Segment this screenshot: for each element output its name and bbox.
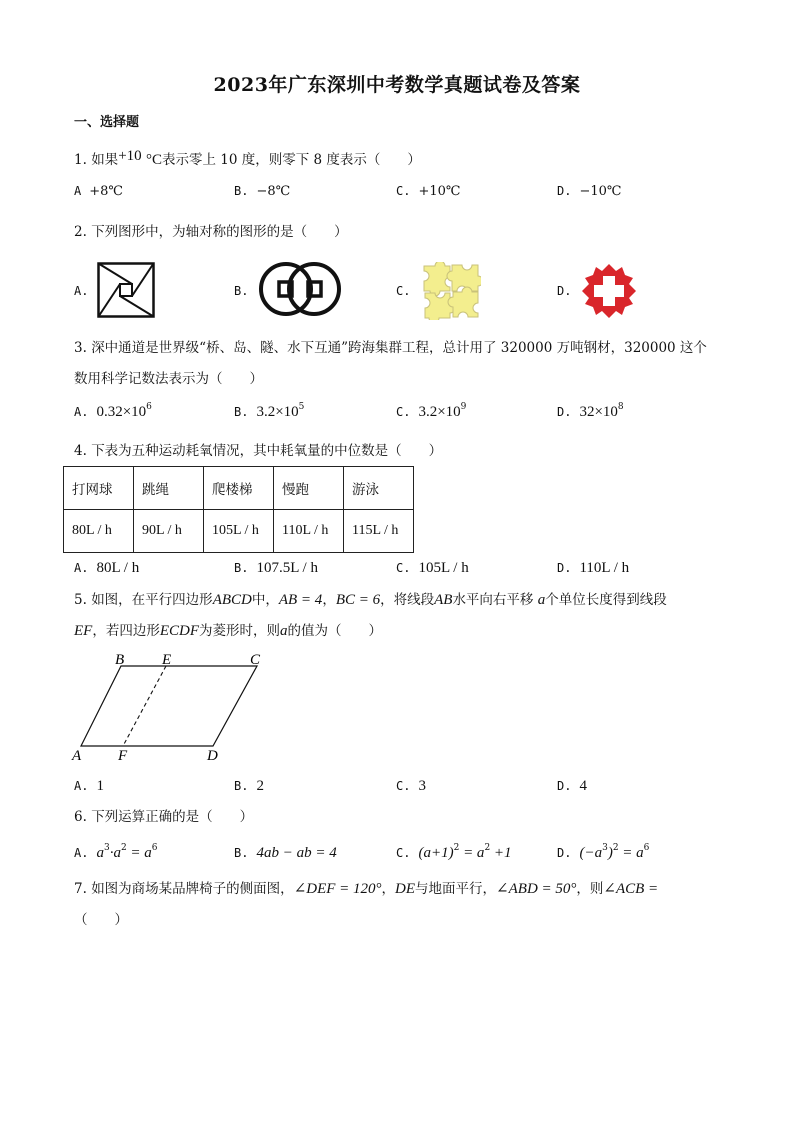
oxygen-table xyxy=(63,466,414,553)
option-a[interactable]: A. $a^3\cdot a^2 = a^6$ xyxy=(74,843,158,861)
question-number: 1. xyxy=(74,152,87,168)
option-a[interactable]: A +8℃ xyxy=(74,184,123,199)
option-a[interactable]: A. 1 xyxy=(74,778,104,794)
label-c: C xyxy=(250,652,261,668)
question-number: 3. xyxy=(74,340,87,356)
option-b[interactable]: B. $3.2\times 10^5$ xyxy=(234,402,305,420)
question-5: 5. 如图，在平行四边形ABCD中，AB = 4，BC = 6，将线段AB水平向右平移 a个单位长度得到线段 EF，若四边形ECDF为菱形时，则a的值为（ ） xyxy=(74,592,667,639)
question-text: 下列图形中，为轴对称的图形的是（ ） xyxy=(91,224,348,240)
option-d[interactable]: D. xyxy=(557,284,572,298)
question-6 xyxy=(74,807,253,827)
option-a[interactable]: A. xyxy=(74,284,89,298)
option-d[interactable]: D. $32\times 10^8$ xyxy=(557,402,624,420)
question-7: 7. 如图为商场某品牌椅子的侧面图，∠DEF = 120°，DE与地面平行，∠ABD = 50°，则∠ACB = （ ） xyxy=(74,881,659,928)
question-3-line-2: 数用科学记数法表示为（ ） xyxy=(74,371,263,387)
table-header: 跳绳 xyxy=(134,467,204,510)
table-cell: 105L / h xyxy=(204,510,274,553)
option-c[interactable]: C. $(a+1)^2 = a^2 +1$ xyxy=(396,843,512,861)
parallelogram-abcd xyxy=(81,666,257,746)
label-d: D xyxy=(207,748,218,764)
option-c[interactable]: C. 105L / h xyxy=(396,560,469,576)
option-c[interactable]: C. $3.2\times 10^9$ xyxy=(396,402,467,420)
option-b[interactable]: B. −8℃ xyxy=(234,184,291,199)
table-cell: 115L / h xyxy=(344,510,414,553)
option-b[interactable]: B. 4ab − ab = 4 xyxy=(234,845,337,861)
math-value: +10 xyxy=(118,148,142,164)
question-text: 深中通道是世界级“桥、岛、隧、水下互通”跨海集群工程，总计用了 320000 万吨钢材，320000 这个 xyxy=(91,340,707,356)
option-c[interactable]: C. 3 xyxy=(396,778,426,794)
math-unit: °C xyxy=(145,152,162,168)
question-text: 如果 xyxy=(91,152,119,168)
option-b[interactable]: B. xyxy=(234,284,249,298)
option-d[interactable]: D. 4 xyxy=(557,778,587,794)
question-2 xyxy=(74,222,348,242)
red-cross-emblem-icon xyxy=(580,262,638,320)
question-4 xyxy=(74,441,442,461)
table-row xyxy=(64,510,414,553)
question-number: 7. xyxy=(74,881,87,897)
option-b[interactable]: B. 2 xyxy=(234,778,264,794)
option-a[interactable]: A. 80L / h xyxy=(74,560,140,576)
label-f: F xyxy=(118,748,128,764)
double-coin-icon xyxy=(258,261,342,317)
table-header: 打网球 xyxy=(64,467,134,510)
table-cell: 90L / h xyxy=(134,510,204,553)
option-a[interactable]: A. $0.32\times 10^6$ xyxy=(74,402,152,420)
question-text: 表示零上 10 度，则零下 8 度表示（ ） xyxy=(161,152,421,168)
option-c[interactable]: C. xyxy=(396,284,411,298)
question-3-line-1 xyxy=(74,338,707,358)
option-d[interactable]: D. 110L / h xyxy=(557,560,630,576)
option-d[interactable]: D. −10℃ xyxy=(557,184,622,199)
page-title: 2023年广东深圳中考数学真题试卷及答案 xyxy=(213,74,581,96)
question-number: 5. xyxy=(74,592,87,608)
segment-ef xyxy=(123,666,166,746)
label-e: E xyxy=(162,652,172,668)
table-cell: 110L / h xyxy=(274,510,344,553)
puzzle-pieces-icon xyxy=(421,262,481,320)
section-heading: 一、选择题 xyxy=(74,115,140,130)
question-number: 6. xyxy=(74,809,87,825)
question-1 xyxy=(74,146,421,170)
pinwheel-square-icon xyxy=(97,262,155,318)
question-number: 4. xyxy=(74,443,87,459)
table-header: 游泳 xyxy=(344,467,414,510)
table-cell: 80L / h xyxy=(64,510,134,553)
question-text: 下表为五种运动耗氧情况，其中耗氧量的中位数是（ ） xyxy=(91,443,443,459)
table-header: 爬楼梯 xyxy=(204,467,274,510)
question-text: 下列运算正确的是（ ） xyxy=(91,809,254,825)
label-a: A xyxy=(72,748,82,764)
parallelogram-figure xyxy=(64,648,274,766)
question-number: 2. xyxy=(74,224,87,240)
option-b[interactable]: B. 107.5L / h xyxy=(234,560,318,576)
option-c[interactable]: C. +10℃ xyxy=(396,184,461,199)
table-header-row xyxy=(64,467,414,510)
label-b: B xyxy=(115,652,125,668)
table-header: 慢跑 xyxy=(274,467,344,510)
option-d[interactable]: D. $(-a^3)^2 = a^6$ xyxy=(557,843,650,861)
